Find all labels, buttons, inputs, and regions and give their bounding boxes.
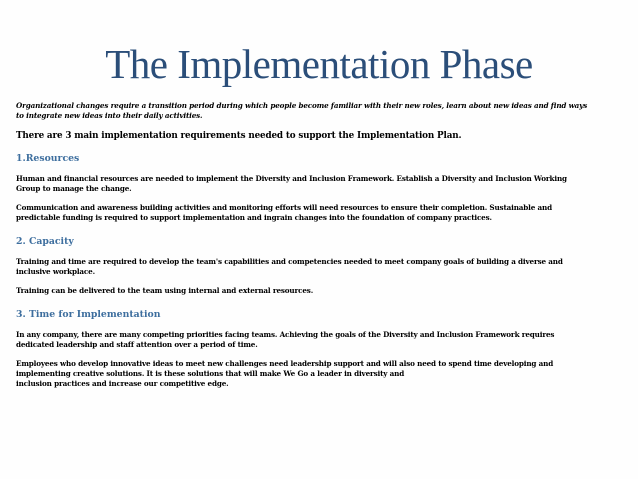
section-paragraph	[16, 174, 606, 194]
paragraph-line: predictable funding is required to support implementation and ingrain changes into the foundation of company practices.	[16, 213, 492, 222]
slide-title: The Implementation Phase	[105, 41, 533, 87]
paragraph-line: implementing creative solutions. It is these solutions that will make We Go a leader in diversity and	[16, 369, 405, 378]
paragraph-line: Communication and awareness building activities and monitoring efforts will need resources to ensure their completion. Sustainable and	[16, 203, 552, 212]
slide-body	[16, 101, 606, 389]
section-paragraph	[16, 286, 606, 296]
intro-line: Organizational changes require a transition period during which people become familiar with their new roles, learn about new ideas and find ways	[16, 101, 588, 110]
paragraph-line: Training can be delivered to the team using internal and external resources.	[16, 286, 314, 295]
paragraph-line: inclusive workplace.	[16, 267, 95, 276]
section-paragraph	[16, 330, 606, 350]
paragraph-line: Human and financial resources are needed to implement the Diversity and Inclusion Framework. Establish a Diversity and Inclusion Working	[16, 174, 567, 183]
section-heading-time-for-implementation: 3. Time for Implementation	[16, 309, 161, 320]
paragraph-line: Training and time are required to develop the team's capabilities and competencies needed to meet company goals of building a diverse and	[16, 257, 563, 266]
lead-paragraph: There are 3 main implementation requirements needed to support the Implementation Plan.	[16, 131, 462, 141]
intro-paragraph	[16, 101, 606, 121]
paragraph-line: Employees who develop innovative ideas to meet new challenges need leadership support and will also need to spend time developing and	[16, 359, 554, 368]
paragraph-line: Group to manage the change.	[16, 184, 132, 193]
intro-line: to integrate new ideas into their daily activities.	[16, 111, 203, 120]
section-paragraph	[16, 203, 606, 223]
section-heading-resources: 1.Resources	[16, 153, 80, 164]
paragraph-line: dedicated leadership and staff attention over a period of time.	[16, 340, 258, 349]
section-paragraph	[16, 359, 606, 389]
section-paragraph	[16, 257, 606, 277]
paragraph-line: inclusion practices and increase our competitive edge.	[16, 379, 229, 388]
section-heading-capacity: 2. Capacity	[16, 236, 74, 247]
paragraph-line: In any company, there are many competing priorities facing teams. Achieving the goals of the Diversity and Inclusion Framework requires	[16, 330, 555, 339]
